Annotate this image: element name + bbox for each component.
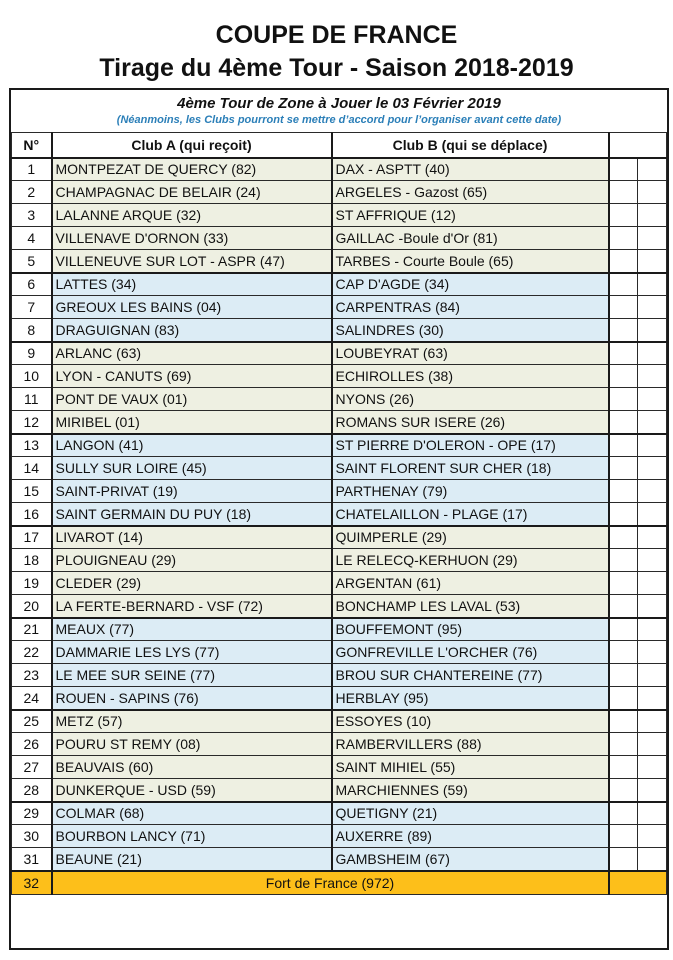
table-row <box>12 687 667 710</box>
score-cell-b <box>638 572 667 595</box>
score-cell-b <box>638 710 667 733</box>
match-number: 31 <box>12 848 52 871</box>
club-b: SAINT MIHIEL (55) <box>332 756 609 779</box>
club-b: SAINT FLORENT SUR CHER (18) <box>332 457 609 480</box>
club-a: LE MEE SUR SEINE (77) <box>52 664 332 687</box>
club-b: HERBLAY (95) <box>332 687 609 710</box>
round-date: 4ème Tour de Zone à Jouer le 03 Février 2019 <box>177 95 501 112</box>
table-row <box>12 411 667 434</box>
draw-table <box>11 132 667 895</box>
club-a: DUNKERQUE - USD (59) <box>52 779 332 802</box>
score-cell-b <box>638 388 667 411</box>
table-row <box>12 158 667 181</box>
score-cell-a <box>609 595 638 618</box>
table-row <box>12 296 667 319</box>
match-number: 19 <box>12 572 52 595</box>
score-cell-a <box>609 411 638 434</box>
table-row <box>12 549 667 572</box>
score-cell-a <box>609 342 638 365</box>
club-a: MONTPEZAT DE QUERCY (82) <box>52 158 332 181</box>
score-cell-a <box>609 710 638 733</box>
table-row <box>12 848 667 871</box>
score-cell-b <box>638 549 667 572</box>
col-header-number: N° <box>12 133 52 158</box>
club-a: BEAUVAIS (60) <box>52 756 332 779</box>
table-row <box>12 503 667 526</box>
table-row <box>12 204 667 227</box>
club-a: ROUEN - SAPINS (76) <box>52 687 332 710</box>
table-row <box>12 618 667 641</box>
club-a: SAINT GERMAIN DU PUY (18) <box>52 503 332 526</box>
table-row <box>12 273 667 296</box>
club-b: ARGELES - Gazost (65) <box>332 181 609 204</box>
match-number: 5 <box>12 250 52 273</box>
table-row <box>12 434 667 457</box>
club-a: LALANNE ARQUE (32) <box>52 204 332 227</box>
score-cell-b <box>638 181 667 204</box>
club-b: NYONS (26) <box>332 388 609 411</box>
club-a: METZ (57) <box>52 710 332 733</box>
match-number: 12 <box>12 411 52 434</box>
score-cell-b <box>638 342 667 365</box>
match-number: 26 <box>12 733 52 756</box>
club-b: RAMBERVILLERS (88) <box>332 733 609 756</box>
club-a: CHAMPAGNAC DE BELAIR (24) <box>52 181 332 204</box>
table-row <box>12 365 667 388</box>
draw-table-frame <box>9 88 669 950</box>
document-subtitle: Tirage du 4ème Tour - Saison 2018-2019 <box>99 54 574 82</box>
match-number: 30 <box>12 825 52 848</box>
score-cell-a <box>609 273 638 296</box>
club-b: ESSOYES (10) <box>332 710 609 733</box>
score-cell-a <box>609 457 638 480</box>
score-cell-a <box>609 572 638 595</box>
score-cell-b <box>638 848 667 871</box>
match-number: 20 <box>12 595 52 618</box>
document-title: COUPE DE FRANCE <box>215 21 458 49</box>
club-b: CAP D'AGDE (34) <box>332 273 609 296</box>
col-header-club-a: Club A (qui reçoit) <box>52 133 332 158</box>
club-a: BEAUNE (21) <box>52 848 332 871</box>
club-b: LE RELECQ-KERHUON (29) <box>332 549 609 572</box>
match-number: 6 <box>12 273 52 296</box>
score-cell-b <box>638 664 667 687</box>
table-row <box>12 664 667 687</box>
score-cell-a <box>609 618 638 641</box>
exempt-club: Fort de France (972) <box>52 871 609 895</box>
club-a: DAMMARIE LES LYS (77) <box>52 641 332 664</box>
club-a: SAINT-PRIVAT (19) <box>52 480 332 503</box>
score-cell-b <box>638 434 667 457</box>
match-number: 14 <box>12 457 52 480</box>
score-cell-b <box>638 687 667 710</box>
score-cell-b <box>638 158 667 181</box>
score-cell-a <box>609 503 638 526</box>
table-row <box>12 526 667 549</box>
club-b: LOUBEYRAT (63) <box>332 342 609 365</box>
score-cell <box>609 871 667 895</box>
club-a: VILLENAVE D'ORNON (33) <box>52 227 332 250</box>
match-number: 1 <box>12 158 52 181</box>
club-a: POURU ST REMY (08) <box>52 733 332 756</box>
match-number: 27 <box>12 756 52 779</box>
score-cell-a <box>609 526 638 549</box>
table-row <box>12 733 667 756</box>
club-b: ECHIROLLES (38) <box>332 365 609 388</box>
match-number: 18 <box>12 549 52 572</box>
col-header-score <box>609 133 667 158</box>
table-row <box>12 250 667 273</box>
score-cell-b <box>638 526 667 549</box>
score-cell-b <box>638 595 667 618</box>
score-cell-a <box>609 848 638 871</box>
score-cell-b <box>638 779 667 802</box>
match-number: 22 <box>12 641 52 664</box>
score-cell-b <box>638 618 667 641</box>
round-note: (Néanmoins, les Clubs pourront se mettre d’accord pour l’organiser avant cette date) <box>116 114 562 126</box>
score-cell-b <box>638 296 667 319</box>
match-number: 10 <box>12 365 52 388</box>
club-b: GAMBSHEIM (67) <box>332 848 609 871</box>
club-b: BONCHAMP LES LAVAL (53) <box>332 595 609 618</box>
match-number: 4 <box>12 227 52 250</box>
match-number: 9 <box>12 342 52 365</box>
table-row <box>12 710 667 733</box>
club-a: MEAUX (77) <box>52 618 332 641</box>
score-cell-a <box>609 664 638 687</box>
club-a: MIRIBEL (01) <box>52 411 332 434</box>
match-number: 15 <box>12 480 52 503</box>
score-cell-b <box>638 250 667 273</box>
score-cell-b <box>638 365 667 388</box>
score-cell-b <box>638 802 667 825</box>
score-cell-b <box>638 480 667 503</box>
match-number: 3 <box>12 204 52 227</box>
score-cell-b <box>638 204 667 227</box>
club-b: ST PIERRE D'OLERON - OPE (17) <box>332 434 609 457</box>
club-b: MARCHIENNES (59) <box>332 779 609 802</box>
score-cell-a <box>609 779 638 802</box>
score-cell-a <box>609 319 638 342</box>
score-cell-b <box>638 457 667 480</box>
club-a: DRAGUIGNAN (83) <box>52 319 332 342</box>
score-cell-b <box>638 756 667 779</box>
club-b: QUIMPERLE (29) <box>332 526 609 549</box>
match-number: 23 <box>12 664 52 687</box>
match-number: 17 <box>12 526 52 549</box>
score-cell-b <box>638 733 667 756</box>
table-row <box>12 388 667 411</box>
score-cell-b <box>638 411 667 434</box>
club-a: GREOUX LES BAINS (04) <box>52 296 332 319</box>
club-b: GONFREVILLE L'ORCHER (76) <box>332 641 609 664</box>
score-cell-a <box>609 227 638 250</box>
club-b: DAX - ASPTT (40) <box>332 158 609 181</box>
club-a: PLOUIGNEAU (29) <box>52 549 332 572</box>
club-b: BROU SUR CHANTEREINE (77) <box>332 664 609 687</box>
club-a: LATTES (34) <box>52 273 332 296</box>
table-row <box>12 181 667 204</box>
round-banner <box>11 90 667 134</box>
score-cell-a <box>609 756 638 779</box>
match-number: 25 <box>12 710 52 733</box>
match-number: 32 <box>12 871 52 895</box>
club-b: CARPENTRAS (84) <box>332 296 609 319</box>
club-a: BOURBON LANCY (71) <box>52 825 332 848</box>
score-cell-a <box>609 549 638 572</box>
score-cell-a <box>609 641 638 664</box>
club-a: COLMAR (68) <box>52 802 332 825</box>
table-row <box>12 802 667 825</box>
table-row <box>12 319 667 342</box>
club-b: SALINDRES (30) <box>332 319 609 342</box>
table-row <box>12 595 667 618</box>
score-cell-a <box>609 733 638 756</box>
table-row <box>12 572 667 595</box>
score-cell-b <box>638 227 667 250</box>
match-number: 29 <box>12 802 52 825</box>
club-a: PONT DE VAUX (01) <box>52 388 332 411</box>
club-a: LANGON (41) <box>52 434 332 457</box>
score-cell-a <box>609 181 638 204</box>
club-b: TARBES - Courte Boule (65) <box>332 250 609 273</box>
match-number: 11 <box>12 388 52 411</box>
club-b: PARTHENAY (79) <box>332 480 609 503</box>
match-number: 8 <box>12 319 52 342</box>
score-cell-b <box>638 273 667 296</box>
score-cell-a <box>609 480 638 503</box>
score-cell-a <box>609 250 638 273</box>
club-b: AUXERRE (89) <box>332 825 609 848</box>
score-cell-a <box>609 687 638 710</box>
table-row <box>12 342 667 365</box>
table-row <box>12 457 667 480</box>
table-row <box>12 641 667 664</box>
table-header-row <box>12 133 667 158</box>
club-a: ARLANC (63) <box>52 342 332 365</box>
score-cell-a <box>609 825 638 848</box>
club-b: GAILLAC -Boule d'Or (81) <box>332 227 609 250</box>
score-cell-a <box>609 204 638 227</box>
club-a: SULLY SUR LOIRE (45) <box>52 457 332 480</box>
table-row-exempt <box>12 871 667 895</box>
score-cell-b <box>638 503 667 526</box>
score-cell-a <box>609 296 638 319</box>
club-b: QUETIGNY (21) <box>332 802 609 825</box>
club-b: ST AFFRIQUE (12) <box>332 204 609 227</box>
match-number: 2 <box>12 181 52 204</box>
table-row <box>12 825 667 848</box>
club-a: VILLENEUVE SUR LOT - ASPR (47) <box>52 250 332 273</box>
club-a: LIVAROT (14) <box>52 526 332 549</box>
table-row <box>12 480 667 503</box>
club-b: ARGENTAN (61) <box>332 572 609 595</box>
match-number: 21 <box>12 618 52 641</box>
score-cell-a <box>609 434 638 457</box>
score-cell-a <box>609 388 638 411</box>
match-number: 24 <box>12 687 52 710</box>
match-number: 7 <box>12 296 52 319</box>
table-row <box>12 779 667 802</box>
table-row <box>12 756 667 779</box>
club-b: ROMANS SUR ISERE (26) <box>332 411 609 434</box>
match-number: 28 <box>12 779 52 802</box>
club-a: LYON - CANUTS (69) <box>52 365 332 388</box>
club-b: BOUFFEMONT (95) <box>332 618 609 641</box>
club-b: CHATELAILLON - PLAGE (17) <box>332 503 609 526</box>
club-a: LA FERTE-BERNARD - VSF (72) <box>52 595 332 618</box>
score-cell-a <box>609 158 638 181</box>
score-cell-b <box>638 319 667 342</box>
score-cell-a <box>609 365 638 388</box>
match-number: 13 <box>12 434 52 457</box>
score-cell-b <box>638 641 667 664</box>
table-row <box>12 227 667 250</box>
score-cell-a <box>609 802 638 825</box>
club-a: CLEDER (29) <box>52 572 332 595</box>
match-number: 16 <box>12 503 52 526</box>
score-cell-b <box>638 825 667 848</box>
col-header-club-b: Club B (qui se déplace) <box>332 133 609 158</box>
